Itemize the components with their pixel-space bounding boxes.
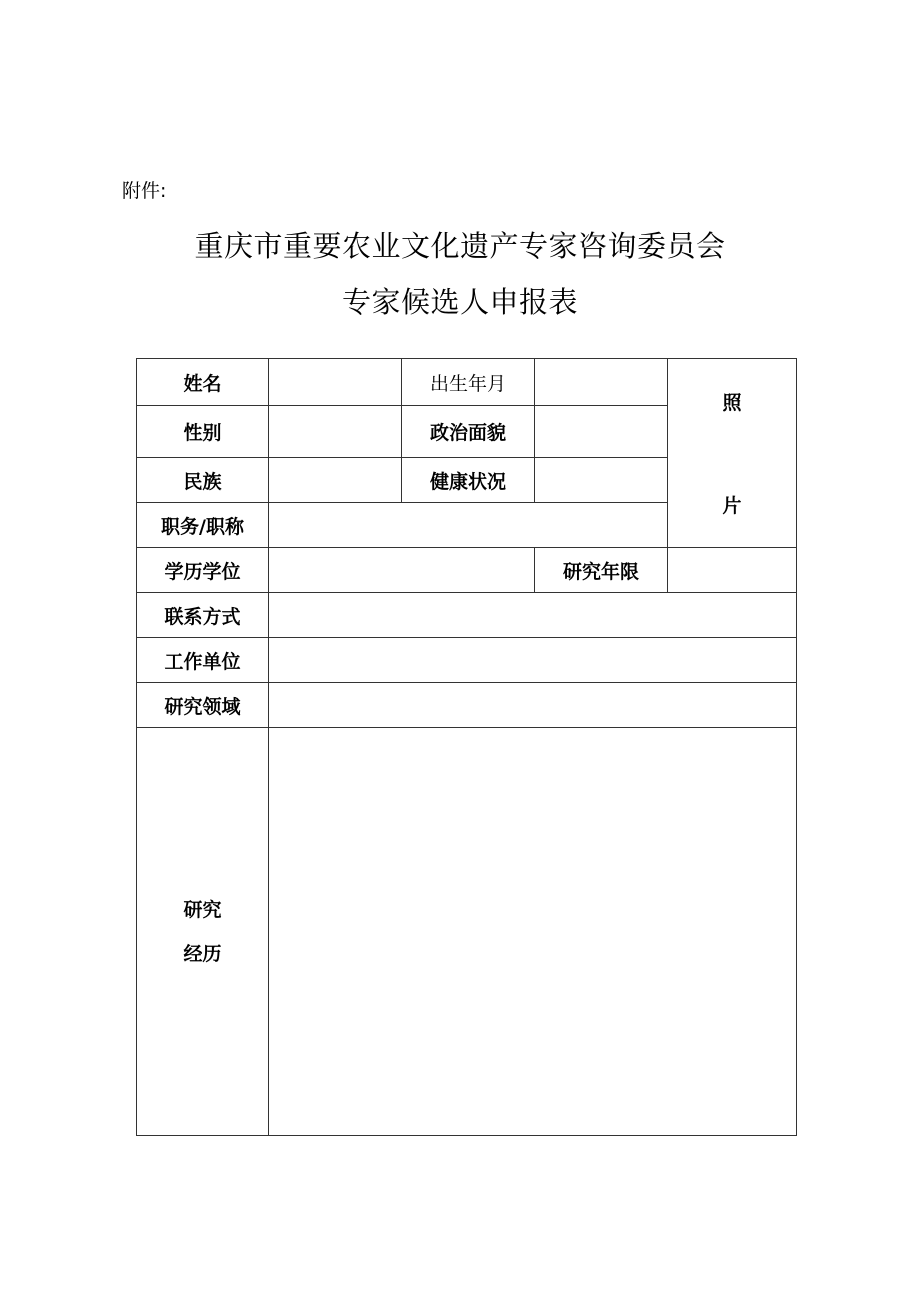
label-position: 职务/职称 bbox=[137, 503, 269, 548]
input-health[interactable] bbox=[535, 458, 668, 503]
label-birth: 出生年月 bbox=[402, 359, 535, 406]
label-gender: 性别 bbox=[137, 406, 269, 458]
input-contact[interactable] bbox=[269, 593, 797, 638]
photo-cell[interactable] bbox=[668, 359, 797, 548]
input-name[interactable] bbox=[269, 359, 402, 406]
input-education[interactable] bbox=[269, 548, 535, 593]
input-research-field[interactable] bbox=[269, 683, 797, 728]
label-research-experience-line2: 经历 bbox=[183, 942, 222, 965]
label-political: 政治面貌 bbox=[402, 406, 535, 458]
input-political[interactable] bbox=[535, 406, 668, 458]
application-form-table bbox=[136, 358, 797, 1136]
input-ethnicity[interactable] bbox=[269, 458, 402, 503]
input-research-years[interactable] bbox=[668, 548, 797, 593]
label-employer: 工作单位 bbox=[137, 638, 269, 683]
label-contact: 联系方式 bbox=[137, 593, 269, 638]
input-birth[interactable] bbox=[535, 359, 668, 406]
label-research-years: 研究年限 bbox=[535, 548, 668, 593]
label-research-experience bbox=[137, 728, 269, 1136]
input-position[interactable] bbox=[269, 503, 668, 548]
input-gender[interactable] bbox=[269, 406, 402, 458]
input-research-experience[interactable] bbox=[269, 728, 797, 1136]
label-name: 姓名 bbox=[137, 359, 269, 406]
attachment-label: 附件: bbox=[122, 180, 167, 202]
form-title-line1: 重庆市重要农业文化遗产专家咨询委员会 bbox=[194, 229, 726, 263]
form-title-line2: 专家候选人申报表 bbox=[341, 285, 578, 319]
photo-label-bottom: 片 bbox=[722, 495, 742, 517]
input-employer[interactable] bbox=[269, 638, 797, 683]
label-research-field: 研究领域 bbox=[137, 683, 269, 728]
label-research-experience-line1: 研究 bbox=[183, 898, 222, 921]
photo-label-top: 照 bbox=[722, 392, 742, 414]
label-education: 学历学位 bbox=[137, 548, 269, 593]
label-health: 健康状况 bbox=[402, 458, 535, 503]
label-ethnicity: 民族 bbox=[137, 458, 269, 503]
